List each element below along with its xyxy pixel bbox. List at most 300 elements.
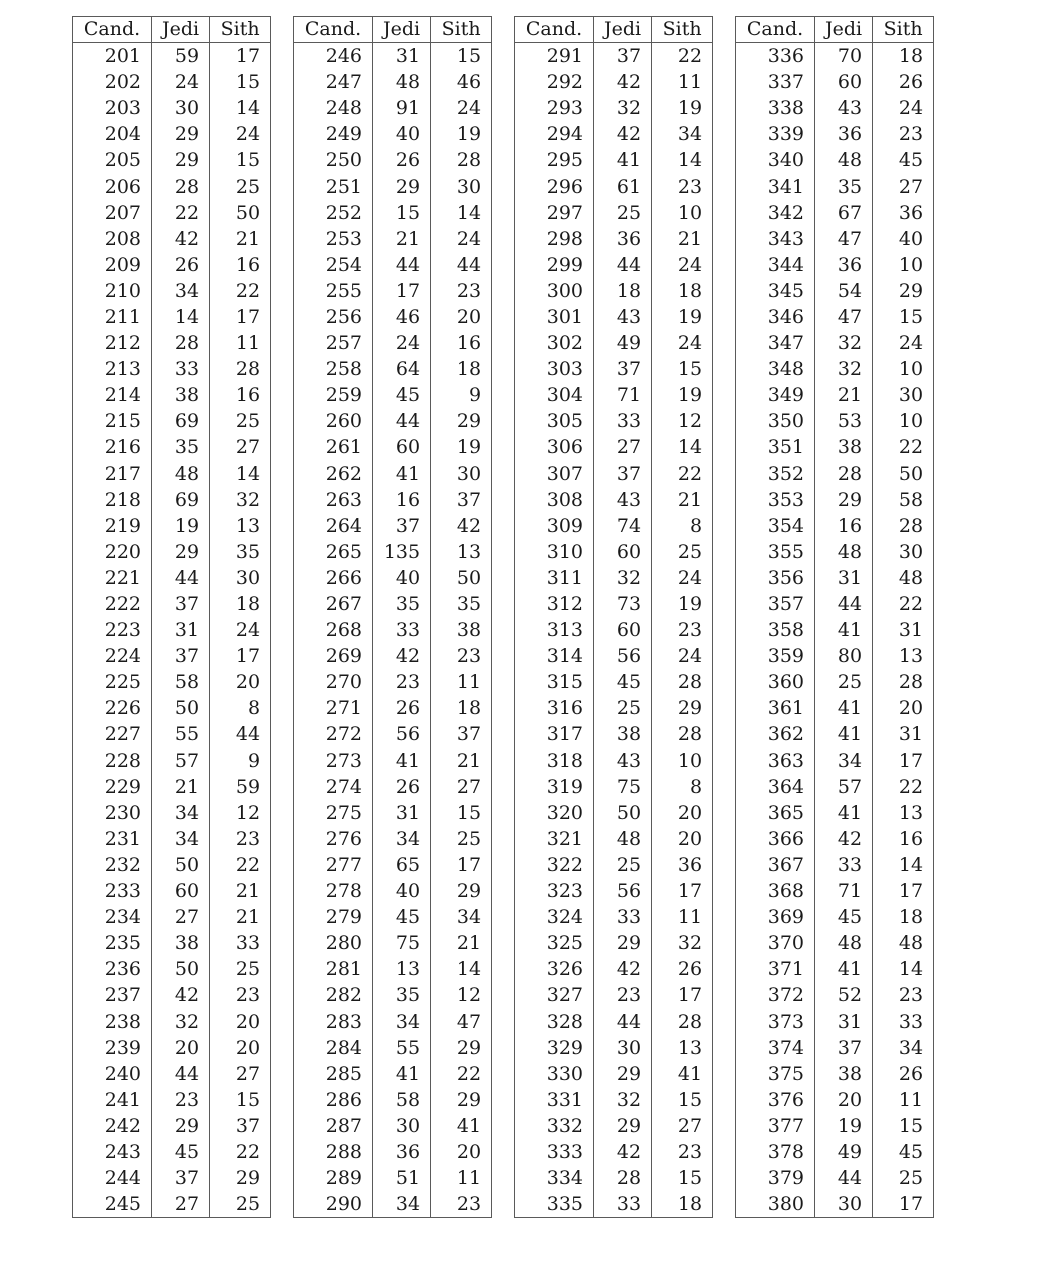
cell-jedi: 29 — [152, 147, 210, 173]
table-row — [515, 487, 713, 513]
cell-cand: 309 — [515, 513, 594, 539]
table-row — [736, 69, 934, 95]
cell-jedi: 44 — [594, 1008, 652, 1034]
cell-cand: 229 — [73, 774, 152, 800]
cell-sith: 10 — [873, 408, 934, 434]
table-row — [736, 330, 934, 356]
cell-sith: 33 — [210, 930, 271, 956]
results-table-4 — [735, 16, 934, 1218]
cell-sith: 18 — [431, 356, 492, 382]
table-row — [294, 1113, 492, 1139]
table-row — [736, 695, 934, 721]
cell-sith: 20 — [431, 304, 492, 330]
cell-cand: 344 — [736, 252, 815, 278]
cell-cand: 241 — [73, 1087, 152, 1113]
cell-cand: 230 — [73, 800, 152, 826]
cell-jedi: 60 — [594, 617, 652, 643]
cell-sith: 17 — [873, 878, 934, 904]
cell-jedi: 16 — [815, 513, 873, 539]
cell-sith: 41 — [652, 1061, 713, 1087]
cell-cand: 269 — [294, 643, 373, 669]
table-row — [515, 930, 713, 956]
cell-jedi: 28 — [152, 330, 210, 356]
cell-cand: 362 — [736, 721, 815, 747]
table-row — [736, 200, 934, 226]
cell-cand: 299 — [515, 252, 594, 278]
cell-jedi: 29 — [594, 1061, 652, 1087]
cell-sith: 30 — [431, 461, 492, 487]
table-row — [515, 878, 713, 904]
cell-jedi: 43 — [594, 748, 652, 774]
cell-cand: 364 — [736, 774, 815, 800]
cell-cand: 292 — [515, 69, 594, 95]
table-row — [515, 382, 713, 408]
cell-jedi: 21 — [815, 382, 873, 408]
cell-sith: 19 — [652, 382, 713, 408]
table-row — [294, 1165, 492, 1191]
cell-jedi: 47 — [815, 226, 873, 252]
cell-jedi: 37 — [594, 356, 652, 382]
cell-jedi: 32 — [594, 95, 652, 121]
cell-sith: 14 — [431, 956, 492, 982]
cell-sith: 32 — [210, 487, 271, 513]
cell-cand: 279 — [294, 904, 373, 930]
cell-jedi: 33 — [152, 356, 210, 382]
table-row — [73, 461, 271, 487]
cell-cand: 243 — [73, 1139, 152, 1165]
cell-cand: 234 — [73, 904, 152, 930]
table-row — [736, 643, 934, 669]
cell-cand: 233 — [73, 878, 152, 904]
cell-sith: 28 — [210, 356, 271, 382]
table-row — [73, 617, 271, 643]
cell-cand: 297 — [515, 200, 594, 226]
cell-cand: 336 — [736, 43, 815, 70]
cell-sith: 34 — [431, 904, 492, 930]
table-row — [73, 800, 271, 826]
cell-cand: 225 — [73, 669, 152, 695]
cell-sith: 58 — [873, 487, 934, 513]
cell-jedi: 37 — [594, 43, 652, 70]
cell-sith: 15 — [210, 69, 271, 95]
table-row — [736, 982, 934, 1008]
cell-cand: 227 — [73, 721, 152, 747]
table-row — [736, 95, 934, 121]
cell-sith: 47 — [431, 1008, 492, 1034]
table-row — [515, 1139, 713, 1165]
cell-cand: 215 — [73, 408, 152, 434]
table-row — [515, 1165, 713, 1191]
cell-cand: 379 — [736, 1165, 815, 1191]
cell-jedi: 42 — [594, 121, 652, 147]
cell-sith: 24 — [652, 252, 713, 278]
cell-jedi: 30 — [594, 1035, 652, 1061]
header-jedi: Jedi — [815, 17, 873, 43]
cell-jedi: 135 — [373, 539, 431, 565]
cell-cand: 363 — [736, 748, 815, 774]
cell-cand: 334 — [515, 1165, 594, 1191]
cell-cand: 258 — [294, 356, 373, 382]
cell-jedi: 26 — [373, 774, 431, 800]
cell-sith: 21 — [210, 904, 271, 930]
cell-cand: 317 — [515, 721, 594, 747]
table-body — [294, 43, 492, 1218]
cell-jedi: 29 — [152, 539, 210, 565]
cell-sith: 16 — [431, 330, 492, 356]
cell-sith: 23 — [431, 278, 492, 304]
cell-sith: 50 — [210, 200, 271, 226]
table-row — [736, 121, 934, 147]
table-row — [73, 69, 271, 95]
cell-sith: 36 — [873, 200, 934, 226]
table-body — [736, 43, 934, 1218]
cell-cand: 293 — [515, 95, 594, 121]
cell-jedi: 33 — [594, 1191, 652, 1218]
cell-cand: 239 — [73, 1035, 152, 1061]
cell-sith: 12 — [431, 982, 492, 1008]
cell-sith: 11 — [652, 69, 713, 95]
cell-cand: 329 — [515, 1035, 594, 1061]
cell-cand: 283 — [294, 1008, 373, 1034]
cell-cand: 262 — [294, 461, 373, 487]
cell-sith: 18 — [431, 695, 492, 721]
table-row — [515, 695, 713, 721]
table-row — [294, 121, 492, 147]
cell-sith: 20 — [210, 1035, 271, 1061]
cell-cand: 306 — [515, 434, 594, 460]
cell-cand: 272 — [294, 721, 373, 747]
cell-cand: 368 — [736, 878, 815, 904]
cell-cand: 312 — [515, 591, 594, 617]
cell-cand: 284 — [294, 1035, 373, 1061]
cell-cand: 351 — [736, 434, 815, 460]
header-cand: Cand. — [294, 17, 373, 43]
cell-jedi: 42 — [152, 982, 210, 1008]
cell-jedi: 64 — [373, 356, 431, 382]
cell-jedi: 41 — [594, 147, 652, 173]
cell-jedi: 42 — [594, 956, 652, 982]
table-row — [73, 434, 271, 460]
cell-jedi: 41 — [815, 617, 873, 643]
cell-cand: 313 — [515, 617, 594, 643]
cell-jedi: 29 — [152, 1113, 210, 1139]
cell-sith: 48 — [873, 930, 934, 956]
cell-jedi: 34 — [152, 800, 210, 826]
cell-cand: 213 — [73, 356, 152, 382]
cell-cand: 294 — [515, 121, 594, 147]
table-row — [294, 774, 492, 800]
cell-jedi: 16 — [373, 487, 431, 513]
cell-jedi: 38 — [815, 1061, 873, 1087]
table-row — [515, 69, 713, 95]
table-row — [73, 147, 271, 173]
cell-cand: 203 — [73, 95, 152, 121]
table-row — [294, 1035, 492, 1061]
table-row — [736, 748, 934, 774]
cell-jedi: 34 — [373, 1191, 431, 1218]
cell-sith: 31 — [873, 721, 934, 747]
cell-jedi: 47 — [815, 304, 873, 330]
table-row — [73, 487, 271, 513]
table-row — [294, 1008, 492, 1034]
cell-cand: 367 — [736, 852, 815, 878]
cell-sith: 25 — [431, 826, 492, 852]
cell-cand: 315 — [515, 669, 594, 695]
cell-sith: 8 — [652, 774, 713, 800]
cell-jedi: 61 — [594, 173, 652, 199]
table-row — [515, 774, 713, 800]
cell-jedi: 42 — [594, 1139, 652, 1165]
cell-jedi: 45 — [152, 1139, 210, 1165]
cell-jedi: 15 — [373, 200, 431, 226]
table-row — [294, 591, 492, 617]
cell-jedi: 28 — [815, 461, 873, 487]
cell-cand: 265 — [294, 539, 373, 565]
cell-sith: 24 — [431, 95, 492, 121]
table-row — [73, 930, 271, 956]
table-row — [515, 1191, 713, 1218]
cell-jedi: 26 — [373, 147, 431, 173]
cell-cand: 352 — [736, 461, 815, 487]
cell-cand: 263 — [294, 487, 373, 513]
cell-cand: 278 — [294, 878, 373, 904]
cell-jedi: 44 — [815, 1165, 873, 1191]
table-row — [294, 617, 492, 643]
header-sith: Sith — [431, 17, 492, 43]
cell-sith: 18 — [873, 43, 934, 70]
cell-jedi: 32 — [815, 330, 873, 356]
cell-jedi: 69 — [152, 487, 210, 513]
cell-cand: 327 — [515, 982, 594, 1008]
cell-jedi: 52 — [815, 982, 873, 1008]
cell-cand: 275 — [294, 800, 373, 826]
cell-cand: 310 — [515, 539, 594, 565]
cell-jedi: 55 — [373, 1035, 431, 1061]
cell-jedi: 44 — [152, 1061, 210, 1087]
cell-sith: 24 — [210, 121, 271, 147]
table-row — [73, 956, 271, 982]
cell-sith: 28 — [652, 721, 713, 747]
cell-cand: 347 — [736, 330, 815, 356]
cell-cand: 308 — [515, 487, 594, 513]
cell-jedi: 48 — [815, 930, 873, 956]
cell-sith: 22 — [652, 43, 713, 70]
cell-sith: 27 — [210, 1061, 271, 1087]
cell-sith: 22 — [873, 774, 934, 800]
table-row — [294, 69, 492, 95]
cell-sith: 34 — [873, 1035, 934, 1061]
cell-jedi: 41 — [815, 956, 873, 982]
cell-jedi: 69 — [152, 408, 210, 434]
cell-cand: 357 — [736, 591, 815, 617]
table-row — [73, 330, 271, 356]
table-row — [515, 1061, 713, 1087]
table-row — [73, 826, 271, 852]
cell-cand: 321 — [515, 826, 594, 852]
cell-sith: 17 — [431, 852, 492, 878]
cell-jedi: 41 — [373, 461, 431, 487]
cell-sith: 19 — [652, 304, 713, 330]
cell-sith: 13 — [873, 643, 934, 669]
table-row — [736, 173, 934, 199]
cell-jedi: 50 — [152, 695, 210, 721]
cell-jedi: 17 — [373, 278, 431, 304]
table-row — [515, 95, 713, 121]
table-row — [73, 1191, 271, 1218]
cell-cand: 380 — [736, 1191, 815, 1218]
cell-cand: 307 — [515, 461, 594, 487]
cell-sith: 20 — [873, 695, 934, 721]
cell-sith: 21 — [652, 487, 713, 513]
cell-jedi: 42 — [373, 643, 431, 669]
table-row — [736, 904, 934, 930]
cell-sith: 17 — [873, 1191, 934, 1218]
cell-jedi: 48 — [152, 461, 210, 487]
cell-jedi: 42 — [152, 226, 210, 252]
cell-cand: 350 — [736, 408, 815, 434]
cell-jedi: 37 — [815, 1035, 873, 1061]
cell-jedi: 32 — [152, 1008, 210, 1034]
cell-cand: 303 — [515, 356, 594, 382]
cell-sith: 24 — [652, 330, 713, 356]
header-jedi: Jedi — [373, 17, 431, 43]
cell-jedi: 42 — [594, 69, 652, 95]
cell-jedi: 51 — [373, 1165, 431, 1191]
cell-cand: 271 — [294, 695, 373, 721]
cell-sith: 21 — [431, 930, 492, 956]
cell-cand: 326 — [515, 956, 594, 982]
cell-cand: 354 — [736, 513, 815, 539]
cell-cand: 254 — [294, 252, 373, 278]
cell-sith: 21 — [431, 748, 492, 774]
table-row — [294, 95, 492, 121]
cell-sith: 20 — [431, 1139, 492, 1165]
cell-jedi: 70 — [815, 43, 873, 70]
cell-cand: 314 — [515, 643, 594, 669]
cell-jedi: 40 — [373, 878, 431, 904]
cell-cand: 319 — [515, 774, 594, 800]
table-row — [736, 252, 934, 278]
cell-sith: 17 — [873, 748, 934, 774]
cell-jedi: 33 — [373, 617, 431, 643]
cell-sith: 29 — [210, 1165, 271, 1191]
table-row — [515, 408, 713, 434]
cell-sith: 20 — [210, 669, 271, 695]
cell-sith: 24 — [873, 95, 934, 121]
table-row — [73, 513, 271, 539]
cell-sith: 15 — [210, 1087, 271, 1113]
cell-jedi: 29 — [594, 930, 652, 956]
cell-sith: 22 — [873, 591, 934, 617]
table-row — [73, 539, 271, 565]
cell-jedi: 33 — [594, 904, 652, 930]
table-row — [736, 1087, 934, 1113]
cell-cand: 375 — [736, 1061, 815, 1087]
table-row — [515, 643, 713, 669]
cell-cand: 369 — [736, 904, 815, 930]
header-row — [73, 17, 271, 43]
cell-sith: 50 — [431, 565, 492, 591]
cell-jedi: 91 — [373, 95, 431, 121]
cell-cand: 228 — [73, 748, 152, 774]
cell-sith: 16 — [210, 382, 271, 408]
cell-sith: 50 — [873, 461, 934, 487]
cell-sith: 44 — [431, 252, 492, 278]
cell-jedi: 58 — [373, 1087, 431, 1113]
cell-cand: 348 — [736, 356, 815, 382]
table-row — [736, 382, 934, 408]
cell-cand: 257 — [294, 330, 373, 356]
cell-cand: 245 — [73, 1191, 152, 1218]
cell-cand: 353 — [736, 487, 815, 513]
cell-sith: 15 — [431, 800, 492, 826]
cell-sith: 11 — [652, 904, 713, 930]
table-row — [73, 878, 271, 904]
cell-cand: 223 — [73, 617, 152, 643]
cell-jedi: 48 — [373, 69, 431, 95]
cell-jedi: 31 — [373, 800, 431, 826]
cell-sith: 18 — [873, 904, 934, 930]
cell-jedi: 56 — [373, 721, 431, 747]
cell-sith: 41 — [431, 1113, 492, 1139]
cell-jedi: 38 — [152, 930, 210, 956]
cell-cand: 232 — [73, 852, 152, 878]
cell-cand: 214 — [73, 382, 152, 408]
cell-sith: 23 — [431, 643, 492, 669]
table-row — [294, 408, 492, 434]
cell-jedi: 44 — [594, 252, 652, 278]
cell-sith: 10 — [652, 748, 713, 774]
cell-jedi: 23 — [373, 669, 431, 695]
cell-jedi: 54 — [815, 278, 873, 304]
cell-sith: 12 — [210, 800, 271, 826]
cell-sith: 22 — [210, 278, 271, 304]
table-row — [736, 852, 934, 878]
table-row — [736, 513, 934, 539]
cell-cand: 202 — [73, 69, 152, 95]
cell-jedi: 38 — [815, 434, 873, 460]
table-row — [515, 669, 713, 695]
cell-sith: 30 — [873, 382, 934, 408]
cell-jedi: 32 — [815, 356, 873, 382]
cell-sith: 15 — [431, 43, 492, 70]
table-row — [515, 565, 713, 591]
cell-cand: 281 — [294, 956, 373, 982]
cell-cand: 345 — [736, 278, 815, 304]
table-row — [73, 1165, 271, 1191]
table-row — [736, 669, 934, 695]
cell-sith: 23 — [652, 1139, 713, 1165]
cell-jedi: 27 — [594, 434, 652, 460]
cell-sith: 13 — [873, 800, 934, 826]
cell-sith: 29 — [652, 695, 713, 721]
cell-jedi: 14 — [152, 304, 210, 330]
cell-jedi: 41 — [815, 721, 873, 747]
cell-jedi: 31 — [815, 1008, 873, 1034]
cell-cand: 346 — [736, 304, 815, 330]
cell-sith: 38 — [431, 617, 492, 643]
table-row — [73, 591, 271, 617]
cell-cand: 337 — [736, 69, 815, 95]
cell-jedi: 34 — [152, 278, 210, 304]
cell-jedi: 32 — [594, 565, 652, 591]
table-row — [294, 147, 492, 173]
cell-cand: 216 — [73, 434, 152, 460]
cell-sith: 44 — [210, 721, 271, 747]
table-row — [736, 591, 934, 617]
cell-jedi: 37 — [373, 513, 431, 539]
cell-sith: 14 — [652, 147, 713, 173]
